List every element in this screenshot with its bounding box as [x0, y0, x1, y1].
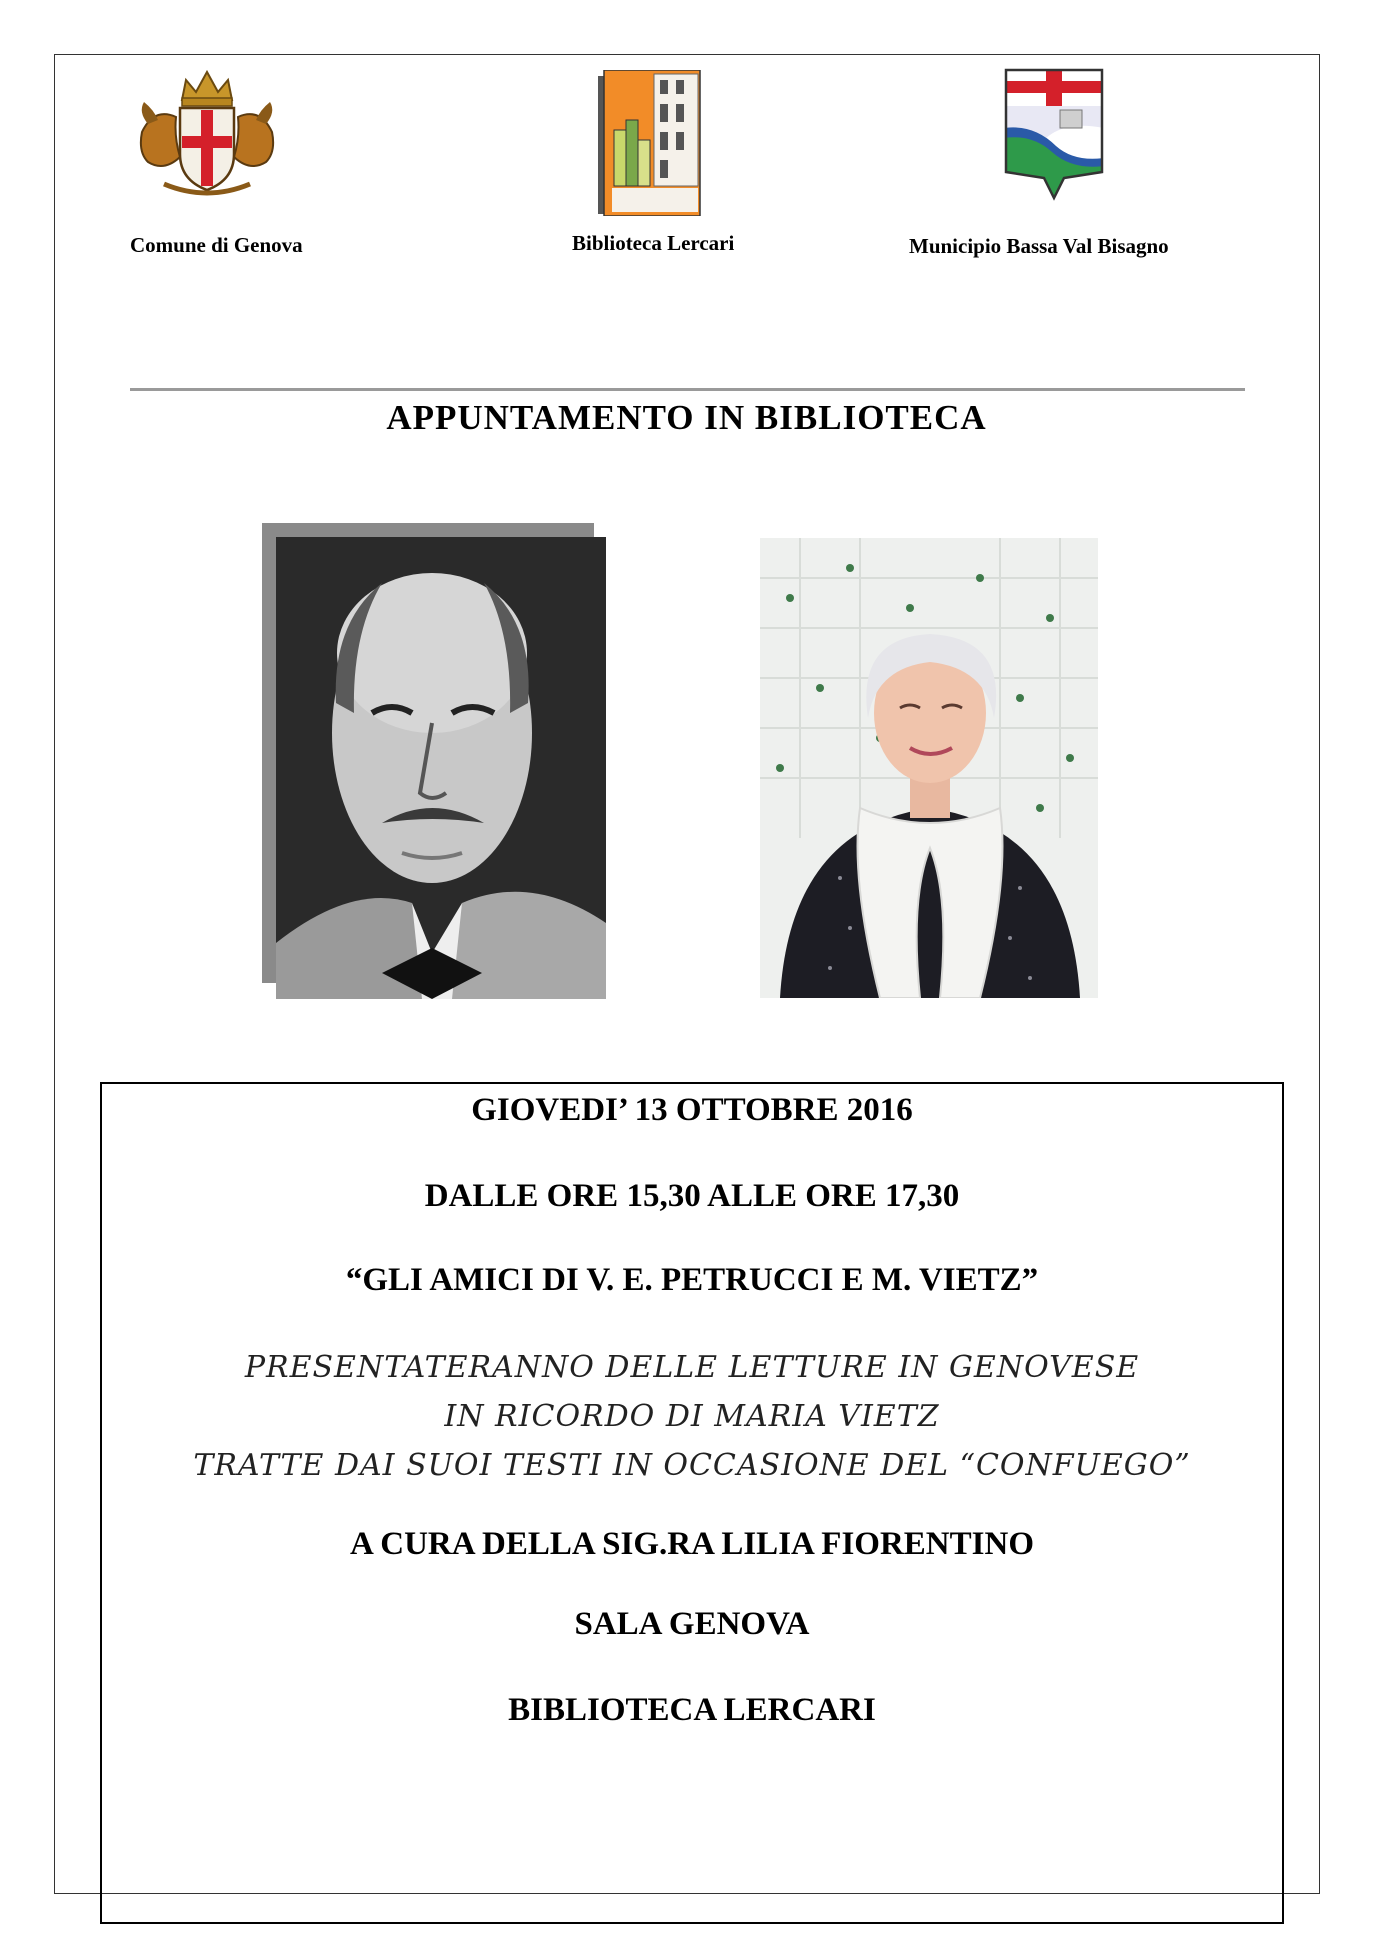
portrait-vietz-color-photo [760, 538, 1098, 998]
event-curator: A CURA DELLA SIG.RA LILIA FIORENTINO [349, 1526, 1034, 1562]
caption-municipio-bassa-val-bisagno: Municipio Bassa Val Bisagno [909, 234, 1169, 258]
municipio-shield-icon [1004, 68, 1104, 204]
header-divider [130, 388, 1245, 391]
event-date: GIOVEDI’ 13 OTTOBRE 2016 [471, 1092, 913, 1128]
event-details-box [100, 1082, 1284, 1924]
event-time: DALLE ORE 15,30 ALLE ORE 17,30 [424, 1178, 960, 1214]
portrait-petrucci-bw-photo [262, 523, 606, 999]
page-title: APPUNTAMENTO IN BIBLIOTECA [386, 398, 987, 437]
event-description-line: PRESENTATERANNO DELLE LETTURE IN GENOVESE [244, 1350, 1140, 1385]
genova-coat-of-arms-icon [134, 62, 280, 202]
event-description-line: TRATTE DAI SUOI TESTI IN OCCASIONE DEL “CONFUEGO” [193, 1448, 1191, 1483]
caption-comune-di-genova: Comune di Genova [130, 233, 303, 257]
event-description-line: IN RICORDO DI MARIA VIETZ [444, 1399, 940, 1434]
biblioteca-lercari-logo-icon [598, 70, 702, 216]
event-room: SALA GENOVA [574, 1606, 810, 1642]
event-group: “GLI AMICI DI V. E. PETRUCCI E M. VIETZ” [345, 1262, 1039, 1298]
caption-biblioteca-lercari: Biblioteca Lercari [572, 231, 735, 255]
event-venue: BIBLIOTECA LERCARI [508, 1692, 876, 1728]
